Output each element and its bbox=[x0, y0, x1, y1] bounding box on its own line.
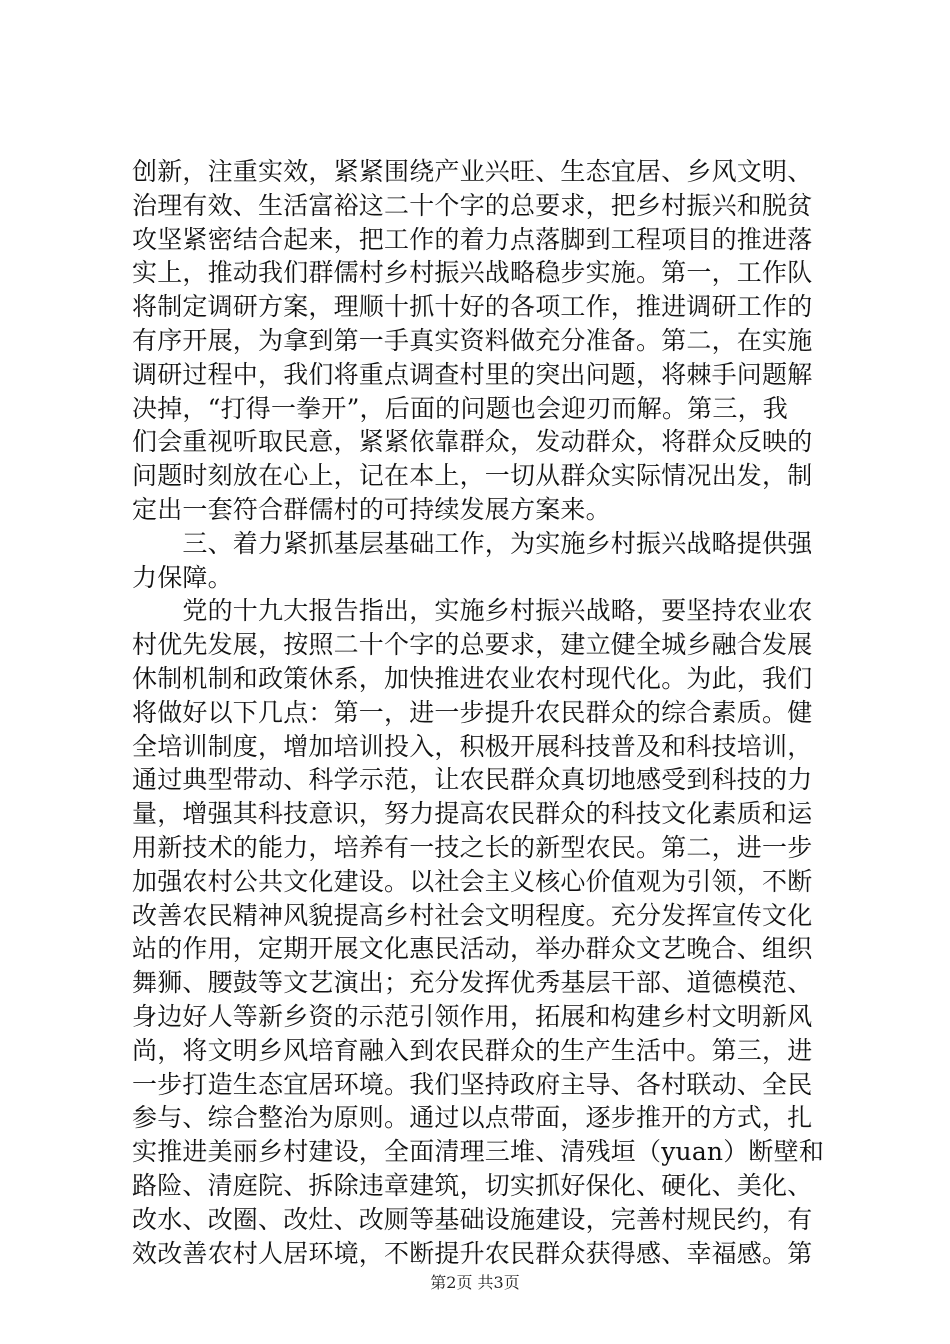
text-line: 路险、清庭院、拆除违章建筑，切实抓好保化、硬化、美化、 bbox=[132, 1170, 813, 1200]
text-line: 站的作用，定期开展文化惠民活动，举办群众文艺晚合、组织 bbox=[132, 934, 813, 964]
section-heading-line: 三、着力紧抓基层基础工作，为实施乡村振兴战略提供强 bbox=[132, 528, 813, 558]
text-line: 定出一套符合群儒村的可持续发展方案来。 bbox=[132, 494, 611, 524]
text-line: 治理有效、生活富裕这二十个字的总要求，把乡村振兴和脱贫 bbox=[132, 190, 813, 220]
text-line: 改善农民精神风貌提高乡村社会文明程度。充分发挥宣传文化 bbox=[132, 900, 813, 930]
text-line: 调研过程中，我们将重点调查村里的突出问题，将棘手问题解 bbox=[132, 359, 813, 389]
text-line: 通过典型带动、科学示范，让农民群众真切地感受到科技的力 bbox=[132, 765, 813, 795]
text-line: 党的十九大报告指出，实施乡村振兴战略，要坚持农业农 bbox=[132, 596, 813, 626]
text-line: 创新，注重实效，紧紧围绕产业兴旺、生态宜居、乡风文明、 bbox=[132, 157, 813, 186]
text-line: 问题时刻放在心上，记在本上，一切从群众实际情况出发，制 bbox=[132, 461, 813, 491]
text-line: 将做好以下几点：第一，进一步提升农民群众的综合素质。健 bbox=[132, 697, 813, 727]
section-heading-line: 力保障。 bbox=[132, 562, 233, 592]
text-line: 攻坚紧密结合起来，把工作的着力点落脚到工程项目的推进落 bbox=[132, 224, 813, 254]
text-line: 们会重视听取民意，紧紧依靠群众，发动群众，将群众反映的 bbox=[132, 427, 813, 457]
body-text bbox=[132, 155, 832, 1270]
text-line: 量，增强其科技意识，努力提高农民群众的科技文化素质和运 bbox=[132, 799, 813, 829]
text-line: 将制定调研方案，理顺十抓十好的各项工作，推进调研工作的 bbox=[132, 292, 813, 322]
text-line: 全培训制度，增加培训投入，积极开展科技普及和科技培训， bbox=[132, 731, 813, 761]
text-line: 身边好人等新乡资的示范引领作用，拓展和构建乡村文明新风 bbox=[132, 1001, 813, 1031]
text-line: 参与、综合整治为原则。通过以点带面，逐步推开的方式，扎 bbox=[132, 1103, 813, 1133]
text-line: 用新技术的能力，培养有一技之长的新型农民。第二，进一步 bbox=[132, 832, 813, 862]
text-line: 实推进美丽乡村建设，全面清理三堆、清残垣（yuan）断壁和 bbox=[132, 1137, 825, 1167]
text-line: 休制机制和政策休系，加快推进农业农村现代化。为此，我们 bbox=[132, 663, 813, 693]
page-number-footer: 第2页 共3页 bbox=[430, 1273, 520, 1292]
text-line: 效改善农村人居环境，不断提升农民群众获得感、幸福感。第 bbox=[132, 1238, 813, 1268]
text-line: 村优先发展，按照二十个字的总要求，建立健全城乡融合发展 bbox=[132, 630, 813, 660]
text-line: 舞狮、腰鼓等文艺演出；充分发挥优秀基层干部、道德模范、 bbox=[132, 968, 813, 998]
text-line: 尚，将文明乡风培育融入到农民群众的生产生活中。第三，进 bbox=[132, 1035, 813, 1065]
text-line: 实上，推动我们群儒村乡村振兴战略稳步实施。第一，工作队 bbox=[132, 258, 813, 288]
text-line: 有序开展，为拿到第一手真实资料做充分准备。第二，在实施 bbox=[132, 325, 813, 355]
text-line: 决掉，“打得一拳开”，后面的问题也会迎刃而解。第三，我 bbox=[132, 393, 788, 423]
text-line: 加强农村公共文化建设。以社会主义核心价值观为引领，不断 bbox=[132, 866, 813, 896]
text-line: 改水、改圈、改灶、改厕等基础设施建设，完善村规民约，有 bbox=[132, 1204, 813, 1234]
text-line: 一步打造生态宜居环境。我们坚持政府主导、各村联动、全民 bbox=[132, 1069, 813, 1099]
